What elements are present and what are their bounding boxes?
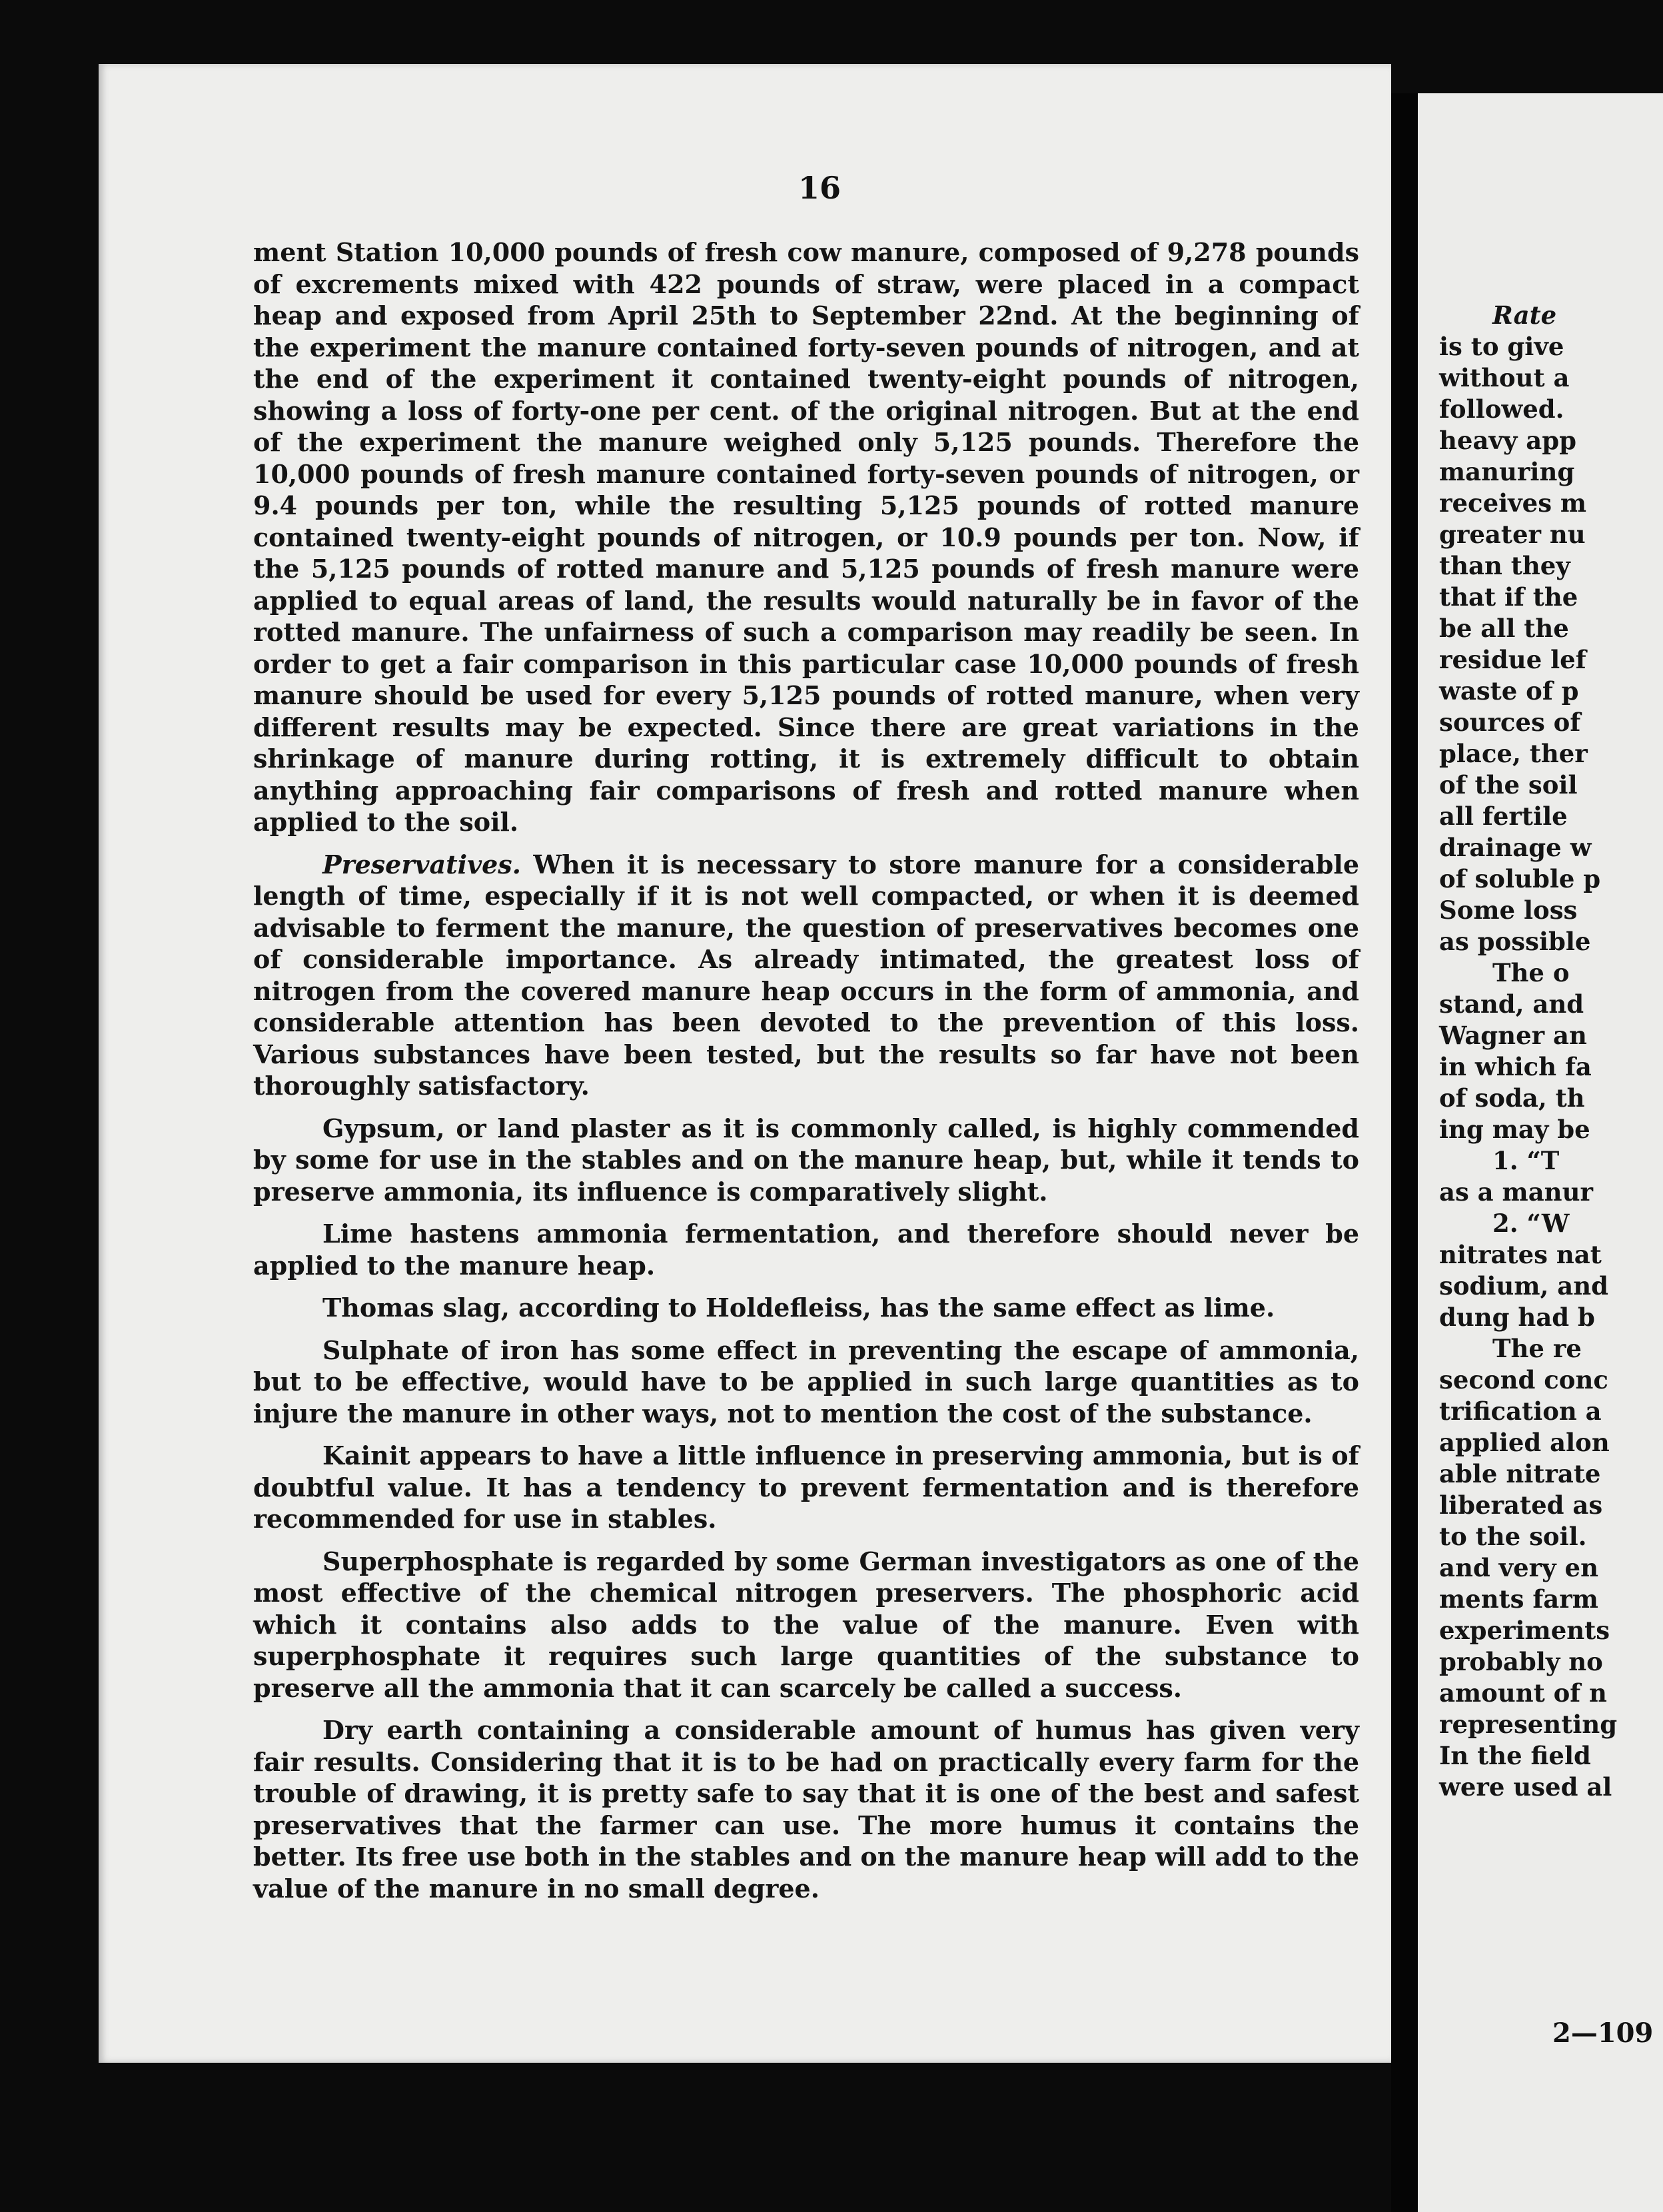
right-line: able nitrate [1439, 1459, 1601, 1488]
right-line: sources of [1439, 708, 1581, 737]
right-line: sodium, and [1439, 1271, 1608, 1301]
right-line: were used al [1439, 1772, 1612, 1802]
right-line: drainage w [1439, 833, 1592, 862]
page-gutter [1391, 93, 1418, 2212]
right-line: residue lef [1439, 645, 1586, 674]
paragraph [253, 849, 1359, 1102]
right-line: 2. “W [1492, 1209, 1570, 1238]
right-line: in which fa [1439, 1052, 1592, 1081]
right-line: applied alon [1439, 1428, 1610, 1457]
right-line: all fertile [1439, 802, 1568, 831]
right-line: to the soil. [1439, 1522, 1587, 1551]
right-line: waste of p [1439, 676, 1579, 706]
right-line: probably no [1439, 1647, 1603, 1676]
right-line: ing may be [1439, 1115, 1590, 1144]
right-line: manuring [1439, 457, 1575, 486]
paragraph: Dry earth containing a considerable amount of humus has given very fair results. Considering that it is to be had on practically every farm for the trouble of drawing, it is pretty safe to say that it is one of the best and safest preservatives that the farmer can use. The more humus it contains the better. Its free use both in the stables and on the manure heap will add to the value of the manure in no small degree. [253, 1715, 1359, 1904]
right-line: 1. “T [1492, 1146, 1560, 1175]
right-line: and very en [1439, 1553, 1598, 1582]
paragraph: Kainit appears to have a little influence in preserving ammonia, but is of doubtful value. It has a tendency to prevent fermentation and is therefore recommended for use in stables. [253, 1440, 1359, 1534]
right-line: The re [1492, 1334, 1582, 1363]
right-line: without a [1439, 363, 1570, 392]
right-line: trification a [1439, 1396, 1602, 1426]
paragraph: Lime hastens ammonia fermentation, and therefore should never be applied to the manure heap. [253, 1219, 1359, 1281]
right-line: nitrates nat [1439, 1240, 1602, 1269]
right-line: representing [1439, 1710, 1618, 1739]
right-line: In the field [1439, 1741, 1591, 1770]
right-line: dung had b [1439, 1303, 1595, 1332]
right-line: stand, and [1439, 989, 1584, 1019]
paragraph-text: When it is necessary to store manure for a considerable length of time, especially if it is not well compacted, or when it is deemed advisable to ferment the manure, the question of preservatives becomes one of considerable importance. As already intimated, the greatest loss of nitrogen from the covered manure heap occurs in the form of ammonia, and considerable attention has been devoted to the prevention of this loss. Various substances have been tested, but the results so far have not been thoroughly satisfactory. [253, 849, 1359, 1101]
right-line: greater nu [1439, 520, 1586, 549]
right-line: experiments [1439, 1616, 1610, 1645]
paragraph-heading: Preservatives. [322, 849, 521, 879]
right-line: as possible [1439, 927, 1591, 956]
right-line: of soluble p [1439, 864, 1601, 893]
right-page-text [1439, 300, 1663, 1803]
right-line: as a manur [1439, 1177, 1593, 1207]
right-line: receives m [1439, 488, 1587, 518]
right-line: place, ther [1439, 739, 1588, 768]
paragraph: Gypsum, or land plaster as it is commonly called, is highly commended by some for use in the stables and on the manure heap, but, while it tends to preserve ammonia, its influence is comparatively slight. [253, 1113, 1359, 1207]
right-line: followed. [1439, 394, 1564, 424]
right-line: Wagner an [1439, 1021, 1587, 1050]
paragraph: Sulphate of iron has some effect in preventing the escape of ammonia, but to be effective, would have to be applied in such large quantities as to injure the manure in other ways, not to mention the cost of the substance. [253, 1335, 1359, 1428]
right-line: Some loss [1439, 895, 1578, 925]
paragraph: ment Station 10,000 pounds of fresh cow manure, composed of 9,278 pounds of excrements mixed with 422 pounds of straw, were placed in a compact heap and exposed from April 25th to September 22nd. At the beginning of the experiment the manure contained forty-seven pounds of nitrogen, and at the end of the experiment it contained twenty-eight pounds of nitrogen, showing a loss of forty-one per cent. of the original nitrogen. But at the end of the experiment the manure weighed only 5,125 pounds. Therefore the 10,000 pounds of fresh manure contained forty-seven pounds of nitrogen, or 9.4 pounds per ton, while the resulting 5,125 pounds of rotted manure contained twenty-eight pounds of nitrogen, or 10.9 pounds per ton. Now, if the 5,125 pounds of rotted manure and 5,125 pounds of fresh manure were applied to equal areas of land, the results would naturally be in favor of the rotted manure. The unfairness of such a comparison may readily be seen. In order to get a fair comparison in this particular case 10,000 pounds of fresh manure should be used for every 5,125 pounds of rotted manure, when very different results may be expected. Since there are great variations in the shrinkage of manure during rotting, it is extremely difficult to obtain anything approaching fair comparisons of fresh and rotted manure when applied to the soil. [253, 237, 1359, 837]
right-line: be all the [1439, 614, 1569, 643]
right-line: of the soil [1439, 770, 1578, 800]
paragraph: Thomas slag, according to Holdefleiss, has the same effect as lime. [322, 1293, 1275, 1323]
right-line: heavy app [1439, 426, 1577, 455]
page-number: 16 [798, 170, 841, 206]
body-text [253, 237, 1359, 1904]
right-line: ments farm [1439, 1584, 1598, 1614]
right-line: is to give [1439, 332, 1564, 361]
signature-mark: 2—109 [1552, 2017, 1654, 2049]
right-line: Rate [1492, 300, 1557, 330]
right-line: that if the [1439, 582, 1578, 612]
right-line: of soda, th [1439, 1083, 1585, 1113]
right-line: second conc [1439, 1365, 1608, 1394]
right-line: than they [1439, 551, 1570, 580]
right-line: The o [1492, 958, 1570, 987]
right-line: amount of n [1439, 1678, 1607, 1708]
right-line: liberated as [1439, 1490, 1603, 1520]
paragraph: Superphosphate is regarded by some German investigators as one of the most effective of the chemical nitrogen preservers. The phosphoric acid which it contains also adds to the value of the manure. Even with superphosphate it requires such large quantities of the substance to preserve all the ammonia that it can scarcely be called a success. [253, 1546, 1359, 1703]
